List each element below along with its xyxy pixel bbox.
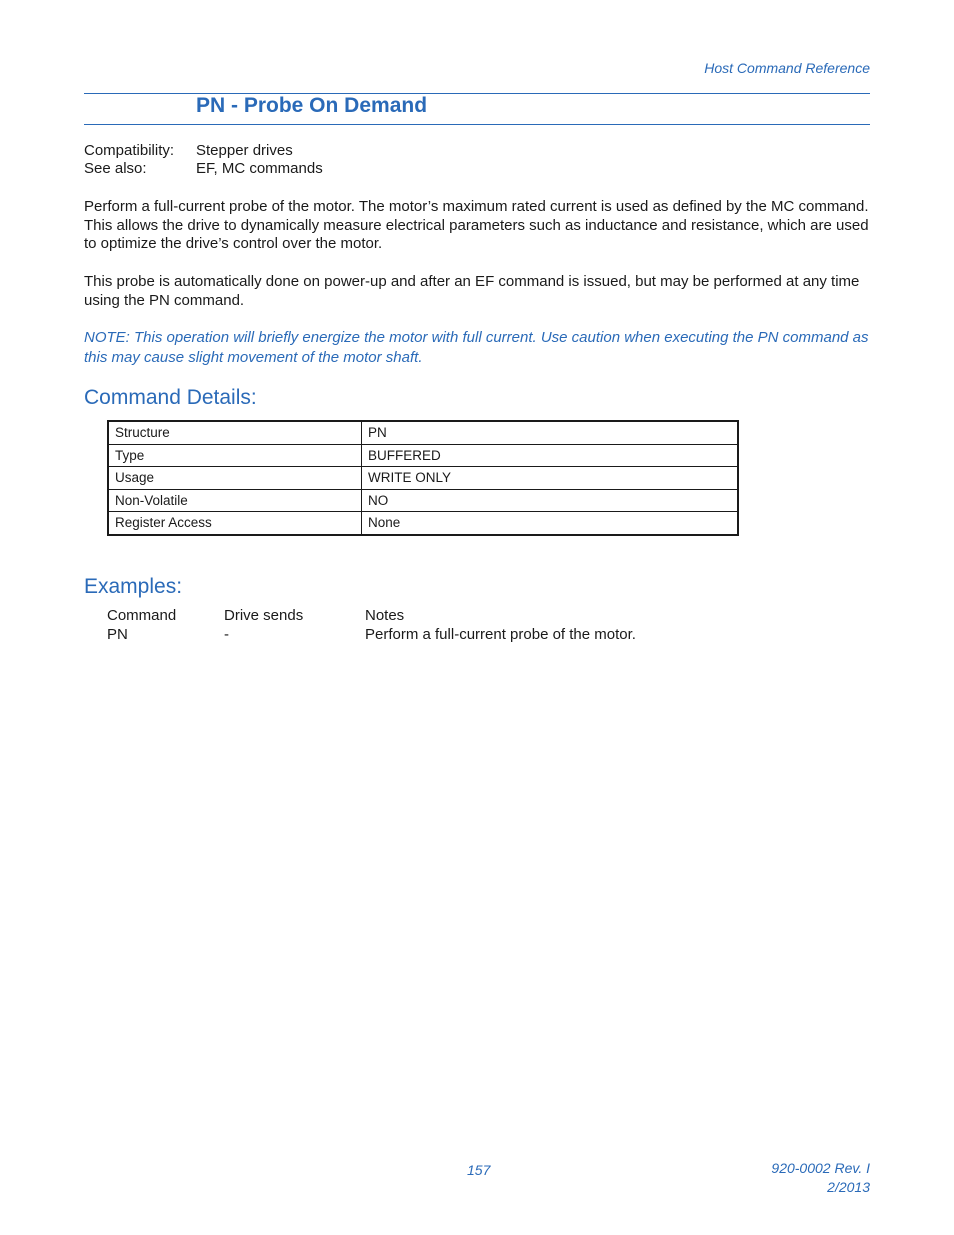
example-notes: Perform a full-current probe of the motor.	[365, 626, 636, 643]
examples-col-notes: Notes	[365, 607, 405, 624]
table-cell-label: Type	[108, 444, 362, 467]
table-row	[108, 512, 738, 535]
table-cell-value: BUFFERED	[362, 444, 739, 467]
probe-paragraph: This probe is automatically done on power-up and after an EF command is issued, but may be performed at any time using the PN command.	[84, 273, 860, 309]
example-command: PN	[107, 626, 128, 643]
table-cell-value: None	[362, 512, 739, 535]
examples-heading: Examples:	[84, 575, 183, 598]
revision-label: 920-0002 Rev. I	[771, 1160, 870, 1176]
table-row	[108, 467, 738, 490]
table-cell-value: WRITE ONLY	[362, 467, 739, 490]
table-cell-label: Register Access	[108, 512, 362, 535]
see-also-value: EF, MC commands	[196, 160, 323, 177]
table-cell-label: Usage	[108, 467, 362, 490]
table-row	[108, 489, 738, 512]
see-also-label: See also:	[84, 160, 147, 177]
command-details-table	[107, 420, 739, 536]
caution-note: NOTE: This operation will briefly energize the motor with full current. Use caution when executing the PN command as this may cause slight movement of the motor shaft.	[84, 329, 869, 366]
table-row	[108, 444, 738, 467]
examples-col-command: Command	[107, 607, 177, 624]
example-drive-sends: -	[224, 626, 229, 643]
table-cell-value: PN	[362, 421, 739, 444]
title-rule-bottom	[84, 124, 870, 125]
document-revision	[771, 1159, 870, 1196]
page-title: PN - Probe On Demand	[196, 94, 428, 117]
compatibility-label: Compatibility:	[84, 142, 175, 159]
running-header: Host Command Reference	[704, 60, 870, 76]
table-cell-label: Non-Volatile	[108, 489, 362, 512]
examples-col-drive-sends: Drive sends	[224, 607, 304, 624]
description-paragraph: Perform a full-current probe of the motor. The motor’s maximum rated current is used as defined by the MC command. This allows the drive to dynamically measure electrical parameters such as inductance and resistance, which are used to optimize the drive’s control over the motor.	[84, 198, 869, 253]
table-row	[108, 421, 738, 444]
command-details-heading: Command Details:	[84, 386, 257, 409]
compatibility-value: Stepper drives	[196, 142, 293, 159]
table-cell-value: NO	[362, 489, 739, 512]
revision-date: 2/2013	[827, 1178, 870, 1195]
table-cell-label: Structure	[108, 421, 362, 444]
page-number: 157	[467, 1162, 491, 1178]
